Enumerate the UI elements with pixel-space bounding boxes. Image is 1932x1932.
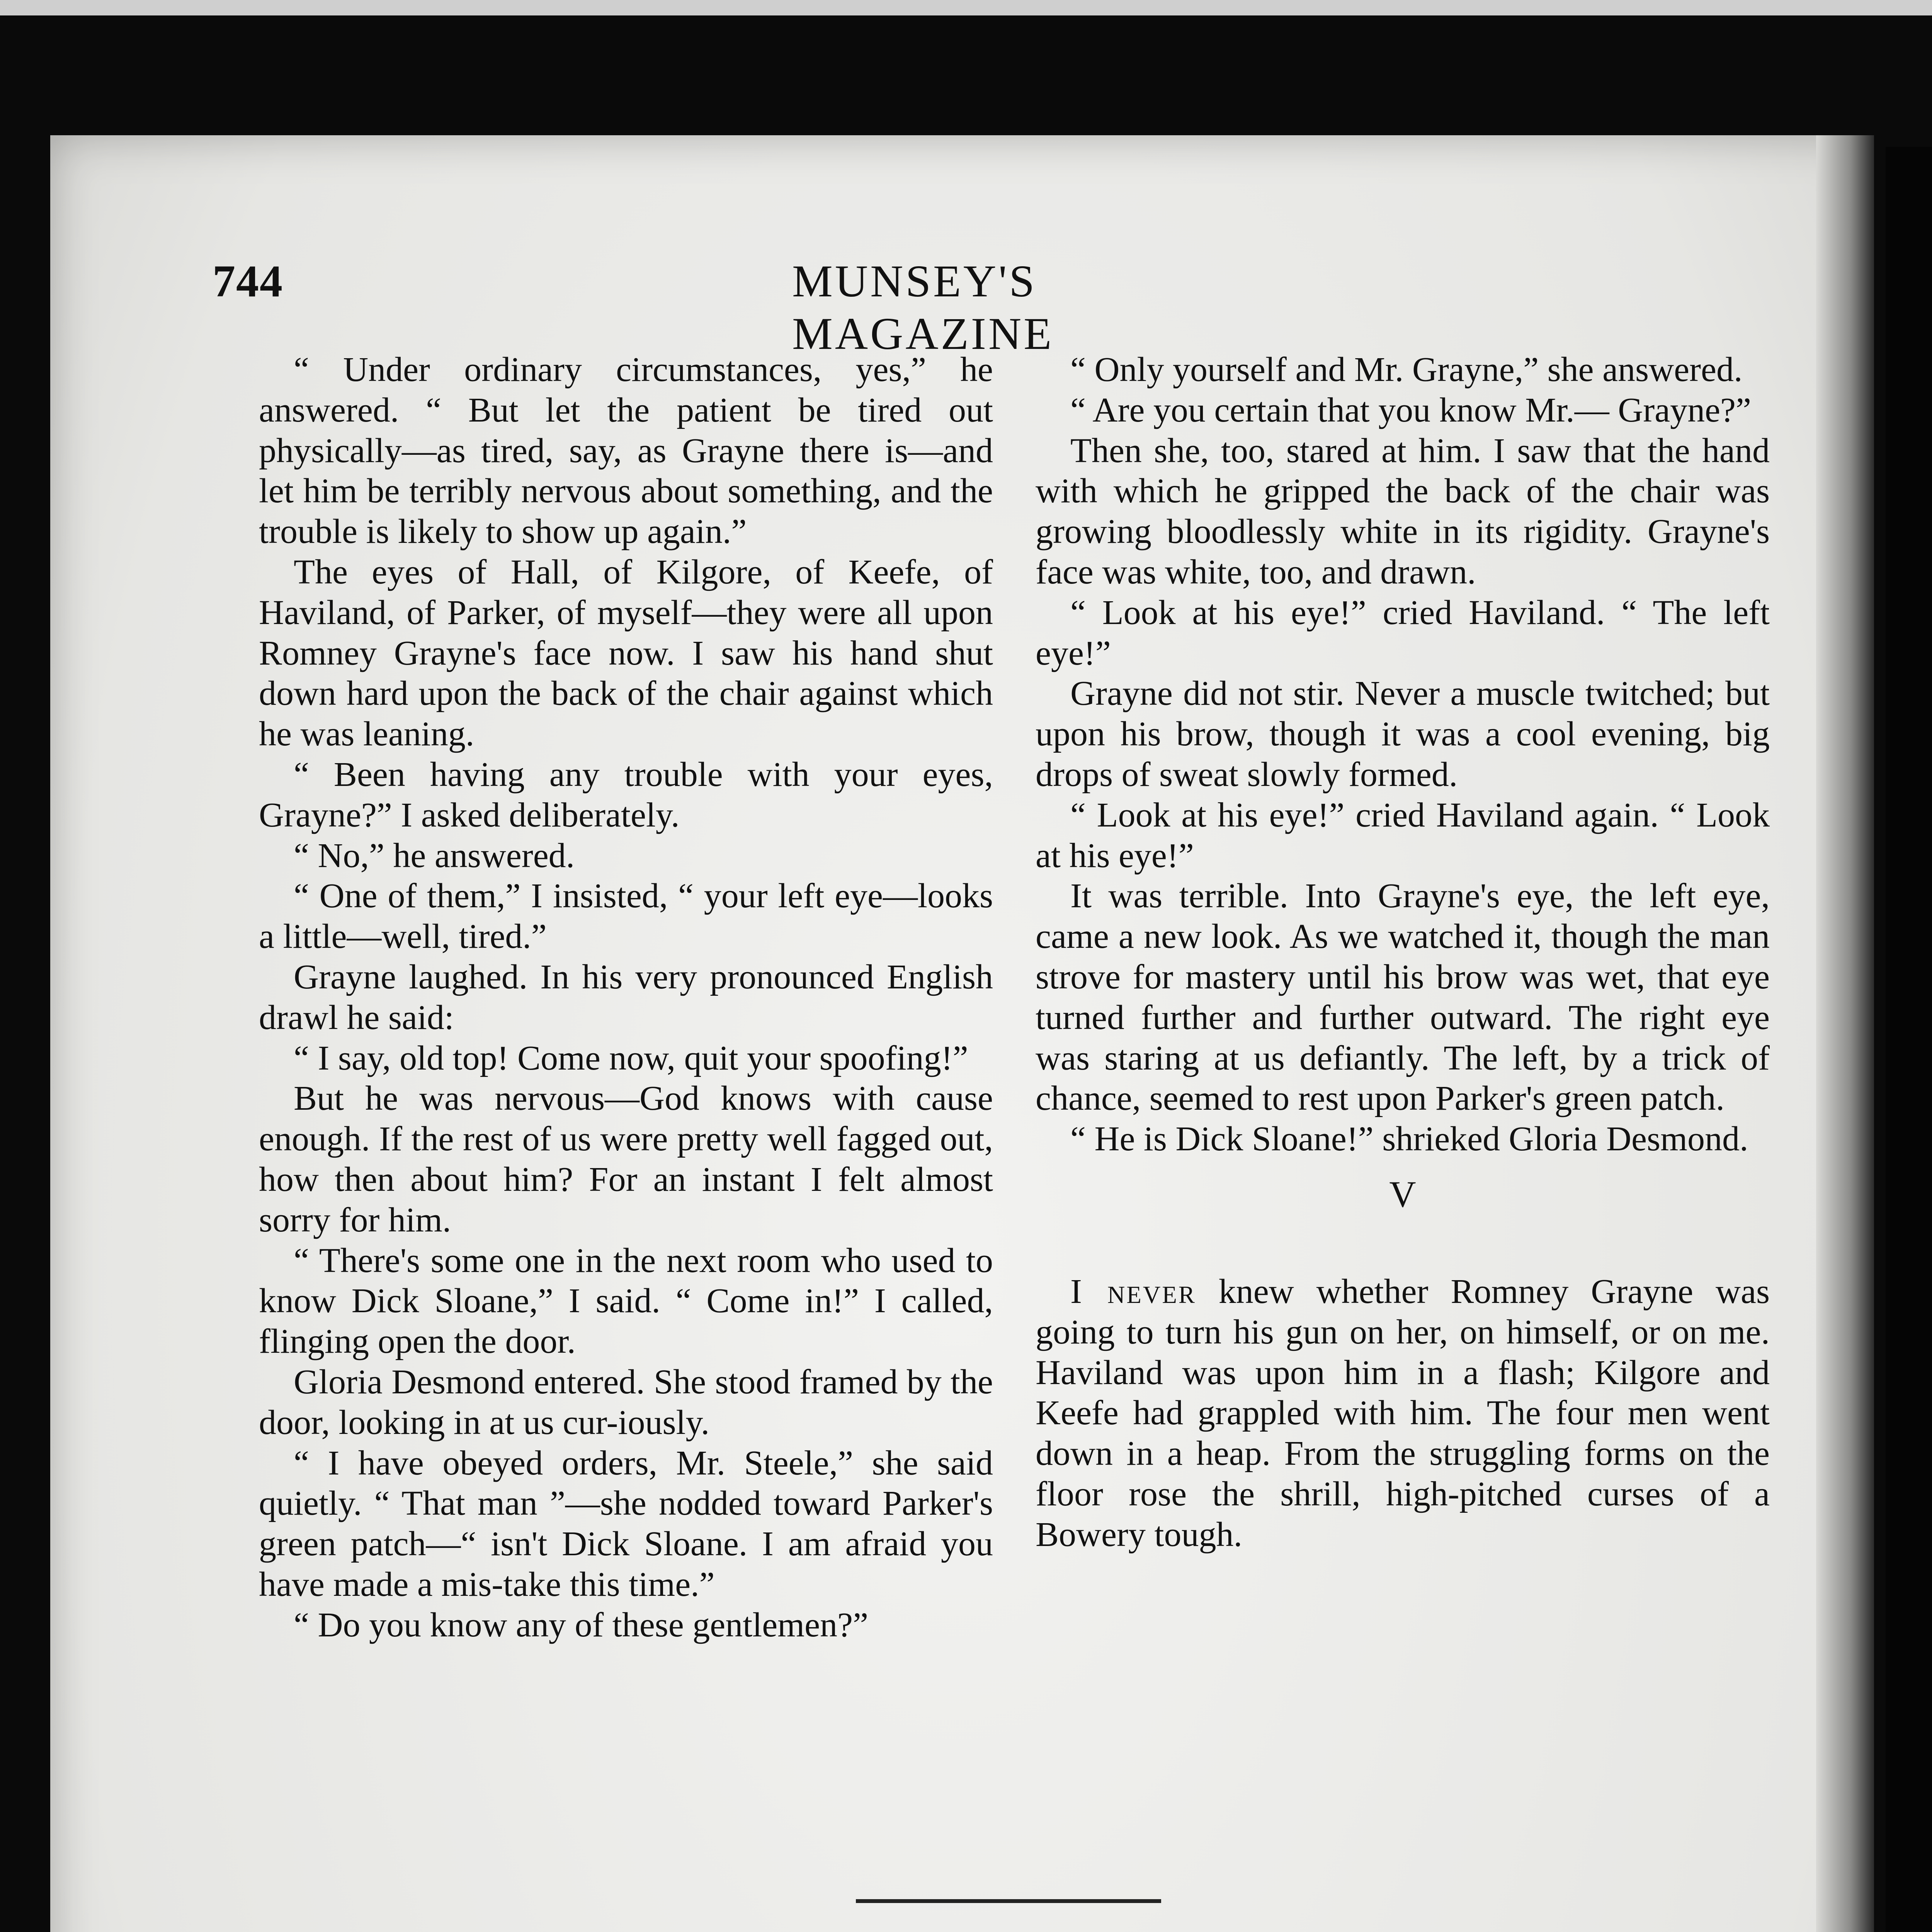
paragraph: Grayne did not stir. Never a muscle twitched; but upon his brow, though it was a cool evening, big drops of sweat slowly formed.: [1036, 674, 1770, 794]
running-head: [213, 255, 1256, 359]
paragraph: “ Are you certain that you know Mr.— Grayne?”: [1070, 391, 1751, 429]
paragraph: “ I have obeyed orders, Mr. Steele,” she said quietly. “ That man ”—she nodded toward Parker's green patch—“ isn't Dick Sloane. I am afraid you have made a mis-take this time.”: [259, 1444, 993, 1604]
magazine-title: MUNSEY'S MAGAZINE: [792, 256, 1054, 359]
paragraph: “ He is Dick Sloane!” shrieked Gloria Desmond.: [1070, 1120, 1748, 1158]
page-number: 744: [213, 256, 283, 306]
paragraph: It was terrible. Into Grayne's eye, the left eye, came a new look. As we watched it, though the man strove for mastery until his brow was wet, that eye turned further and further outward. The right eye was staring at us defiantly. The left, by a trick of chance, seemed to rest upon Parker's green patch.: [1036, 877, 1770, 1118]
section-paragraph-text: knew whether Romney Grayne was going to turn his gun on her, on himself, or on me. Haviland was upon him in a flash; Kilgore and Keefe had grappled with him. The four men went down in a heap. From the struggling forms on the floor rose the shrill, high-pitched curses of a Bowery tough.: [1036, 1272, 1770, 1554]
paragraph: “ Look at his eye!” cried Haviland. “ The left eye!”: [1036, 593, 1770, 672]
paragraph: The eyes of Hall, of Kilgore, of Keefe, of Haviland, of Parker, of myself—they were all upon Romney Grayne's face now. I saw his hand shut down hard upon the back of the chair against which he was leaning.: [259, 553, 993, 753]
section-heading: V: [1389, 1173, 1416, 1215]
paragraph: “ Only yourself and Mr. Grayne,” she answered.: [1070, 350, 1743, 389]
paragraph: “ Under ordinary circumstances, yes,” he answered. “ But let the patient be tired out physically—as tired, say, as Grayne there is—and let him be terribly nervous about something, and the trouble is likely to show up again.”: [259, 350, 993, 551]
paragraph: Gloria Desmond entered. She stood framed by the door, looking in at us cur-iously.: [259, 1362, 993, 1442]
paragraph: “ One of them,” I insisted, “ your left eye—looks a little—well, tired.”: [259, 877, 993, 956]
paragraph: “ Do you know any of these gentlemen?”: [294, 1605, 869, 1644]
page-spine-shadow: [1816, 135, 1874, 1932]
story-column-right: [1036, 350, 1770, 1555]
story-column-left: [259, 350, 993, 1646]
section-lead-word: I never: [1070, 1272, 1196, 1311]
section-divider-rule: [856, 1899, 1161, 1903]
paragraph: “ Been having any trouble with your eyes, Grayne?” I asked deliberately.: [259, 755, 993, 834]
section-opening-paragraph: [1036, 1272, 1770, 1555]
scan-right-edge: [1886, 147, 1932, 1932]
paragraph: Grayne laughed. In his very pronounced English drawl he said:: [259, 957, 993, 1037]
paragraph: “ Look at his eye!” cried Haviland again. “ Look at his eye!”: [1036, 796, 1770, 875]
paragraph: Then she, too, stared at him. I saw that the hand with which he gripped the back of the chair was growing bloodlessly white in its rigidity. Grayne's face was white, too, and drawn.: [1036, 431, 1770, 591]
paragraph: “ I say, old top! Come now, quit your spoofing!”: [294, 1039, 968, 1077]
scan-top-edge: [0, 0, 1932, 15]
paragraph: But he was nervous—God knows with cause enough. If the rest of us were pretty well fagged out, how then about him? For an instant I felt almost sorry for him.: [259, 1079, 993, 1239]
paragraph: “ There's some one in the next room who used to know Dick Sloane,” I said. “ Come in!” I called, flinging open the door.: [259, 1241, 993, 1361]
paragraph: “ No,” he answered.: [294, 836, 575, 875]
